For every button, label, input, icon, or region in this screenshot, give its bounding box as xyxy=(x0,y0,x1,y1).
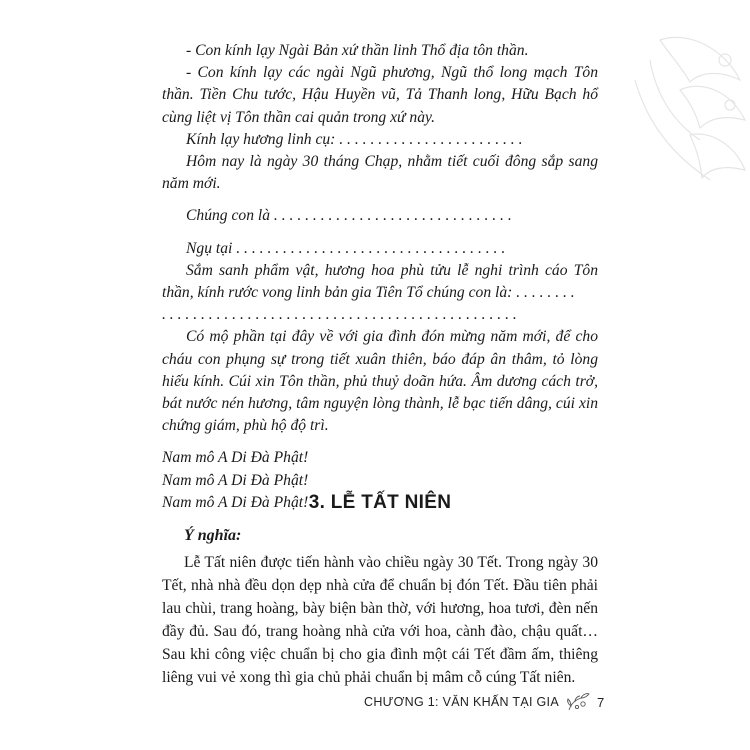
prayer-text-block xyxy=(162,40,598,514)
section-heading: 3. LỄ TẤT NIÊN xyxy=(308,492,452,513)
prayer-line: Nam mô A Di Đà Phật! xyxy=(162,493,309,511)
paragraph: Sắm sanh phẩm vật, hương hoa phù tửu lễ nghi trình cáo Tôn thần, kính rước vong linh bản gia Tiên Tổ chúng con là: . . . . . . . . xyxy=(162,261,598,302)
page-footer xyxy=(364,690,605,714)
chapter-title: CHƯƠNG 1: VĂN KHẤN TẠI GIA xyxy=(364,695,559,709)
paragraph: Hôm nay là ngày 30 tháng Chạp, nhằm tiết cuối đông sắp sang năm mới. xyxy=(162,153,598,193)
paragraph: - Con kính lạy Ngài Bản xứ thần linh Thổ địa tôn thần. xyxy=(186,42,529,59)
paragraph: Ngụ tại . . . . . . . . . . . . . . . . . . . . . . . . . . . . . . . . . . . xyxy=(186,239,506,257)
paragraph: Có mộ phần tại đây về với gia đình đón mừng năm mới, để cho cháu con phụng sự trong tiết xuân thiên, báo đáp ân thâm, tỏ lòng hiếu kính. Cúi xin Tôn thần, phủ thuỷ doãn hứa. Âm dương cách trở, bát nước nén hương, tâm nguyện lòng thành, lễ bạc tiến dâng, cúi xin chứng giám, phù hộ độ trì. xyxy=(162,328,598,435)
prayer-line: Nam mô A Di Đà Phật! xyxy=(162,449,309,467)
paragraph: Chúng con là . . . . . . . . . . . . . . . . . . . . . . . . . . . . . . . xyxy=(186,207,512,225)
paragraph: Kính lạy hương linh cụ: . . . . . . . . . . . . . . . . . . . . . . . . xyxy=(186,130,523,148)
section-subheading: Ý nghĩa: xyxy=(184,527,242,544)
flower-ornament-icon xyxy=(563,690,591,714)
dotted-line: . . . . . . . . . . . . . . . . . . . . . . . . . . . . . . . . . . . . . . . . . . . . . . xyxy=(162,306,517,324)
paragraph: - Con kính lạy các ngài Ngũ phương, Ngũ thổ long mạch Tôn thần. Tiền Chu tước, Hậu Huyền vũ, Tả Thanh long, Hữu Bạch hổ cùng liệt vị Tôn thần cai quản trong xứ này. xyxy=(162,64,598,126)
page-number: 7 xyxy=(596,694,605,710)
section-body xyxy=(162,524,598,689)
prayer-line: Nam mô A Di Đà Phật! xyxy=(162,471,309,489)
section-paragraph: Lễ Tất niên được tiến hành vào chiều ngày 30 Tết. Trong ngày 30 Tết, nhà nhà đều dọn dẹp nhà cửa để chuẩn bị đón Tết. Đầu tiên phải lau chùi, trang hoàng, bày biện bàn thờ, với hương, hoa tươi, đèn nến đầy đủ. Sau đó, trang hoàng nhà cửa với hoa, cành đào, chậu quất… Sau khi công việc chuẩn bị cho gia đình một cái Tết đầm ấm, thiêng liêng vui vẻ xong thì gia chủ phải chuẩn bị mâm cỗ cúng Tất niên. xyxy=(162,554,598,686)
